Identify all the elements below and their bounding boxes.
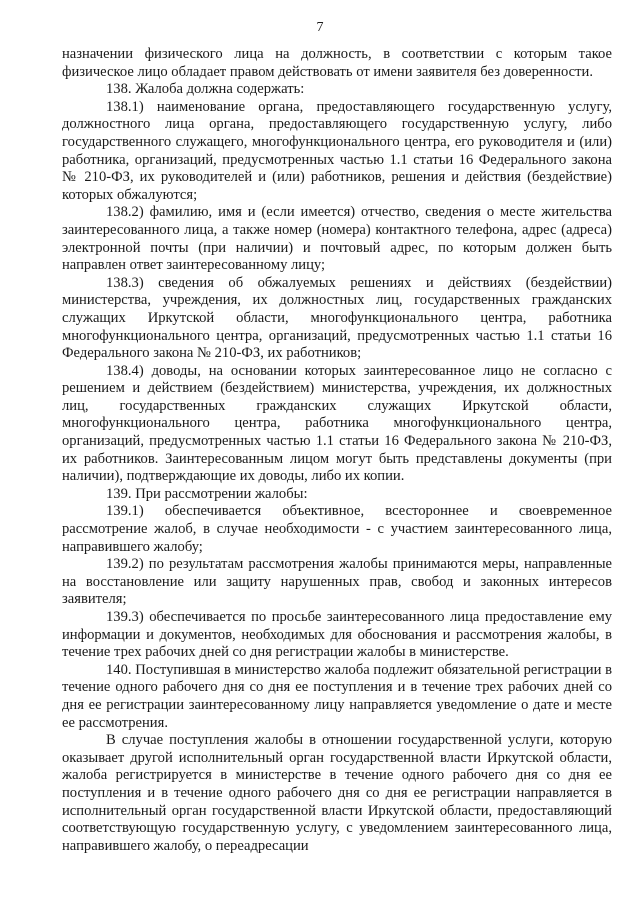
paragraph-139-2: 139.2) по результатам рассмотрения жалобы принимаются меры, направленные на восстановление или защиту нарушенных прав, свобод и законных интересов заявителя; <box>62 556 612 608</box>
page-number: 7 <box>316 20 324 35</box>
paragraph-139-heading: 139. При рассмотрении жалобы: <box>106 485 308 502</box>
paragraph-138-1: 138.1) наименование органа, предоставляющего государственную услугу, должностного лица органа, предоставляющего государственную услугу, либо государственного служащего, многофункционального центра, его руководителя и (или) работника, организаций, предусмотренных частью 1.1 статьи 16 Федерального закона № 210-ФЗ, их руководителей и (или) работников, решения и действия (бездействие) которых обжалуются; <box>62 98 612 203</box>
paragraph-139-3: 139.3) обеспечивается по просьбе заинтересованного лица предоставление ему информации и документов, необходимых для обоснования и рассмотрения жалобы, в течение трех рабочих дней со дня регистрации жалобы в министерстве. <box>62 609 612 661</box>
paragraph-continuation: назначении физического лица на должность, в соответствии с которым такое физическое лицо обладает правом действовать от имени заявителя без доверенности. <box>62 46 612 80</box>
paragraph-140-continuation: В случае поступления жалобы в отношении государственной услуги, которую оказывает другой исполнительный орган государственной власти Иркутской области, жалоба регистрируется в министерстве в течение одного рабочего дня со дня ее поступления и в течение одного рабочего дня со дня ее регистрации направляется в исполнительный орган государственной власти Иркутской области, предоставляющий соответствующую государственную услугу, с уведомлением заинтересованного лица, направившего жалобу, о переадресации <box>62 732 612 854</box>
paragraph-138-2: 138.2) фамилию, имя и (если имеется) отчество, сведения о месте жительства заинтересованного лица, а также номер (номера) контактного телефона, адрес (адреса) электронной почты (при наличии) и почтовый адрес, по которым должен быть направлен ответ заинтересованному лицу; <box>62 204 612 274</box>
paragraph-138-3: 138.3) сведения об обжалуемых решениях и действиях (бездействии) министерства, учреждения, их должностных лиц, государственных гражданских служащих Иркутской области, многофункционального центра, работника многофункционального центра, организаций, предусмотренных частью 1.1 статьи 16 Федерального закона № 210-ФЗ, их работников; <box>62 274 612 362</box>
paragraph-140: 140. Поступившая в министерство жалоба подлежит обязательной регистрации в течение одного рабочего дня со дня ее поступления и в течение трех рабочих дней со дня ее регистрации заинтересованному лицу направляется уведомление о дате и месте ее рассмотрения. <box>62 661 612 731</box>
paragraph-138-heading: 138. Жалоба должна содержать: <box>106 81 305 98</box>
paragraph-138-4: 138.4) доводы, на основании которых заинтересованное лицо не согласно с решением и действием (бездействием) министерства, учреждения, их должностных лиц, государственных гражданских служащих Иркутской области, многофункционального центра, работника многофункционального центра, организаций, предусмотренных частью 1.1 статьи 16 Федерального закона № 210-ФЗ, их работников. Заинтересованным лицом могут быть представлены документы (при наличии), подтверждающие их доводы, либо их копии. <box>62 362 612 485</box>
document-body <box>62 46 612 855</box>
paragraph-139-1: 139.1) обеспечивается объективное, всестороннее и своевременное рассмотрение жалоб, в случае необходимости - с участием заинтересованного лица, направившего жалобу; <box>62 503 612 555</box>
